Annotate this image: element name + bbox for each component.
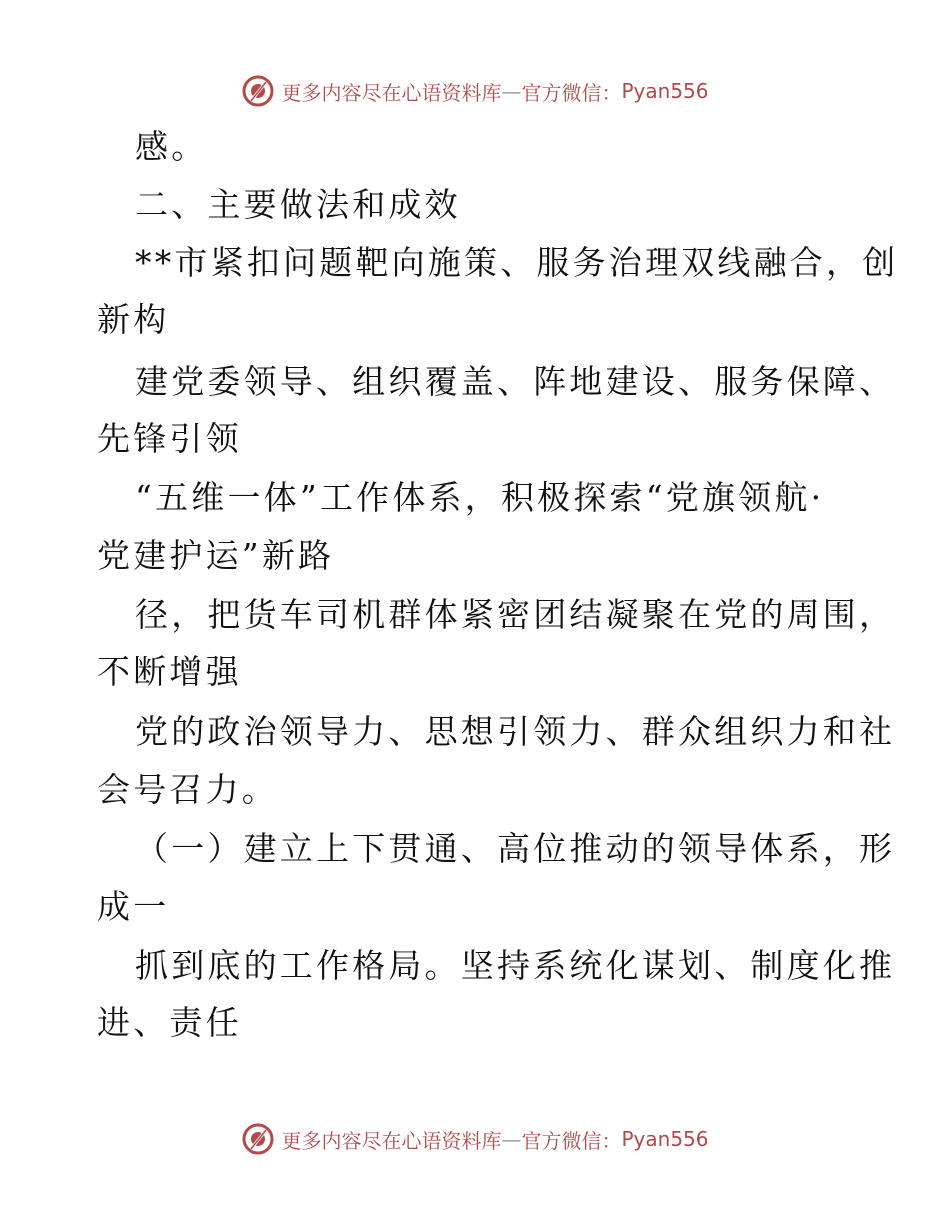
banner-wechat-id: Pyan556 (621, 1127, 709, 1151)
text-line: 感。 (135, 127, 208, 166)
text-line: 会号召力。 (97, 770, 278, 809)
text-line: 先锋引领 (97, 419, 242, 458)
banner-brand-text: 更多内容尽在心语资料库 (281, 80, 502, 105)
subsection-heading: （一）建立上下贯通、高位推动的领导体系，形 (135, 829, 896, 868)
text-line: 党的政治领导力、思想引领力、群众组织力和社 (135, 712, 896, 751)
text-line: 新构 (97, 300, 170, 339)
text-line: 进、责任 (97, 1003, 242, 1042)
header-watermark (0, 71, 950, 111)
banner-separator: — (501, 1127, 522, 1151)
text-line: “五维一体”工作体系，积极探索“党旗领航· (135, 478, 825, 517)
text-line: **市紧扣问题靶向施策、服务治理双线融合，创 (135, 243, 899, 282)
text-line: 不断增强 (97, 652, 242, 691)
section-heading: 二、主要做法和成效 (135, 185, 461, 224)
brand-logo-icon (241, 1122, 275, 1156)
text-line: 党建护运”新路 (97, 536, 335, 575)
banner-wechat-label: 官方微信： (521, 80, 622, 105)
text-line: 成一 (97, 887, 170, 926)
footer-watermark (0, 1119, 950, 1159)
banner-wechat-label: 官方微信： (521, 1128, 622, 1153)
text-line: 径，把货车司机群体紧密团结凝聚在党的周围， (135, 595, 896, 634)
text-line: 抓到底的工作格局。坚持系统化谋划、制度化推 (135, 946, 896, 985)
banner-separator: — (501, 79, 522, 103)
brand-logo-icon (241, 74, 275, 108)
banner-brand-text: 更多内容尽在心语资料库 (281, 1128, 502, 1153)
banner-wechat-id: Pyan556 (621, 79, 709, 103)
text-line: 建党委领导、组织覆盖、阵地建设、服务保障、 (135, 362, 896, 401)
